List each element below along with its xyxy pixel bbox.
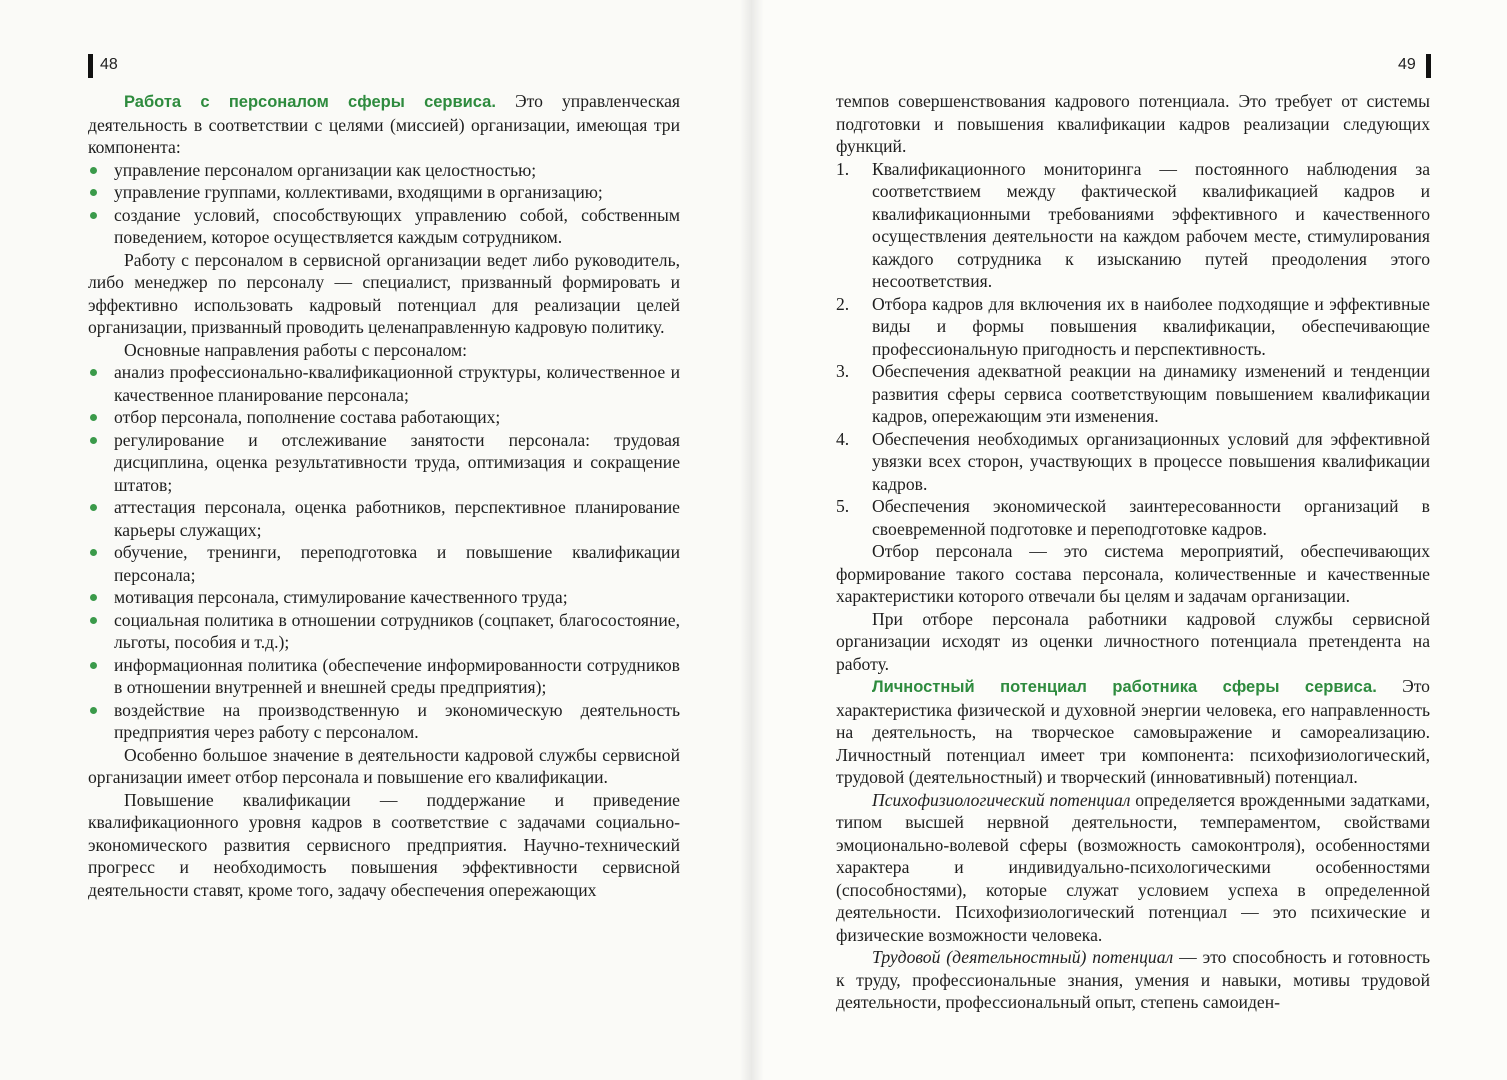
- page-number-value: 48: [100, 56, 118, 73]
- list-item: [88, 429, 680, 497]
- folio-bar: [1426, 54, 1431, 78]
- list-item-text: Обеспечения экономической заинтересованности организаций в своевременной подготовке и переподготовке кадров.: [872, 496, 1430, 539]
- paragraph-text: — это способность и готовность к труду, профессиональные знания, умения и навыки, мотивы трудовой деятельности, профессиональный опыт, степень самоиден-: [836, 947, 1430, 1012]
- paragraph-text: Это управленческая деятельность в соответствии с целями (миссией) организации, имеющая три компонента:: [88, 91, 680, 157]
- bullet-icon: [90, 414, 97, 421]
- list-item: [88, 654, 680, 699]
- page-number-right: [1398, 56, 1416, 74]
- bullet-icon: [90, 189, 97, 196]
- list-item: [88, 406, 680, 429]
- numbered-list: [836, 158, 1430, 541]
- paragraph: [88, 90, 680, 159]
- list-item: [836, 158, 1430, 293]
- paragraph: [836, 789, 1430, 947]
- paragraph: [836, 675, 1430, 789]
- page-number-value: 49: [1398, 56, 1416, 73]
- left-page-body: [88, 90, 680, 901]
- list-number: 3.: [836, 361, 850, 381]
- list-item: [88, 204, 680, 249]
- section-heading: Работа с персоналом сферы сервиса.: [124, 93, 496, 111]
- paragraph: При отборе персонала работники кадровой службы сервисной организации исходят из оценки личностного потенциала претендента на работу.: [836, 608, 1430, 674]
- list-item: [836, 428, 1430, 496]
- list-item: [88, 496, 680, 541]
- list-item-text: Обеспечения адекватной реакции на динамику изменений и тенденции развития сферы сервиса соответствующим повышением квалификации кадров, опережающим эти изменения.: [872, 361, 1430, 426]
- list-item: [88, 181, 680, 204]
- list-item-text: создание условий, способствующих управлению собой, собственным поведением, которое осуществляется каждым сотрудником.: [114, 204, 680, 247]
- book-gutter: [740, 0, 764, 1080]
- italic-term: Трудовой (деятельностный) потенциал: [872, 947, 1174, 967]
- list-item-text: Отбора кадров для включения их в наиболее подходящие и эффективные виды и формы повышения квалификации, обеспечивающие профессиональную пригодность и перспективность.: [872, 293, 1430, 359]
- right-page: [752, 0, 1507, 1080]
- bullet-icon: [90, 369, 97, 376]
- bullet-icon: [90, 549, 97, 556]
- bullet-icon: [90, 707, 97, 714]
- list-number: 4.: [836, 428, 850, 449]
- list-item: [88, 609, 680, 654]
- list-item: [836, 360, 1430, 428]
- bullet-icon: [90, 504, 97, 511]
- list-item: [88, 361, 680, 406]
- bullet-list: [88, 361, 680, 744]
- list-item: [88, 699, 680, 744]
- bullet-icon: [90, 212, 97, 219]
- paragraph-text: определяется врожденными задатками, типом высшей нервной деятельности, темпераментом, свойствами эмоционально-волевой сферы (возможность самоконтроля), особенностями характера и индивидуально-психологическими особенностями (способностями), которые служат условием успеха в определенной деятельности. Психофизиологический потенциал — это психические и физические возможности человека.: [836, 789, 1430, 945]
- bullet-icon: [90, 437, 97, 444]
- list-item: [836, 495, 1430, 540]
- bullet-icon: [90, 662, 97, 669]
- list-item-text: анализ профессионально-квалификационной структуры, количественное и качественное планирование персонала;: [114, 362, 680, 405]
- italic-term: Психофизиологический потенциал: [872, 789, 1131, 810]
- list-item-text: отбор персонала, пополнение состава работающих;: [114, 407, 501, 427]
- paragraph: Основные направления работы с персоналом:: [124, 339, 467, 360]
- bullet-icon: [90, 617, 97, 624]
- bullet-icon: [90, 167, 97, 174]
- paragraph: [836, 946, 1430, 1014]
- list-item-text: аттестация персонала, оценка работников, перспективное планирование карьеры служащих;: [114, 497, 680, 540]
- paragraph-text: Это характеристика физической и духовной энергии человека, его направленность на деятельность, на творческое самовыражение и самореализацию. Личностный потенциал имеет три компонента: психофизиологический, трудовой (деятельностный) и творческий (инновативный) потенциал.: [836, 676, 1430, 787]
- list-item-text: Обеспечения необходимых организационных условий для эффективной увязки всех сторон, участвующих в процессе повышения квалификации кадров.: [872, 428, 1430, 494]
- paragraph: Работу с персоналом в сервисной организации ведет либо руководитель, либо менеджер по персоналу — специалист, призванный формировать и эффективно использовать кадровый потенциал для реализации целей организации, призванный проводить целенаправленную кадровую политику.: [88, 249, 680, 337]
- list-number: 2.: [836, 293, 850, 314]
- list-item-text: Квалификационного мониторинга — постоянного наблюдения за соответствием между фактической квалификацией кадров и квалификационными требованиями эффективного и качественного осуществления деятельности на каждом рабочем месте, стимулирования каждого сотрудника к изысканию путей преодоления этого несоответствия.: [872, 158, 1430, 291]
- folio-bar: [88, 54, 93, 78]
- paragraph: темпов совершенствования кадрового потенциала. Это требует от системы подготовки и повышения квалификации кадров реализации следующих функций.: [836, 91, 1430, 156]
- list-item: [88, 586, 680, 609]
- paragraph: Повышение квалификации — поддержание и приведение квалификационного уровня кадров в соответствие с задачами социально-экономического развития сервисного предприятия. Научно-технический прогресс и необходимость повышения эффективности сервисной деятельности ставят, кроме того, задачу обеспечения опережающих: [88, 789, 680, 900]
- list-item: [836, 293, 1430, 361]
- paragraph: Отбор персонала — это система мероприятий, обеспечивающих формирование такого состава персонала, количественные и качественные характеристики которого отвечали бы целям и задачам организации.: [836, 541, 1430, 606]
- list-item-text: воздействие на производственную и экономическую деятельность предприятия через работу с персоналом.: [114, 699, 680, 742]
- list-item-text: регулирование и отслеживание занятости персонала: трудовая дисциплина, оценка результативности труда, оптимизация и сокращение штатов;: [114, 429, 680, 495]
- bullet-icon: [90, 594, 97, 601]
- list-item-text: социальная политика в отношении сотрудников (соцпакет, благосостояние, льготы, пособия и т.д.);: [114, 609, 680, 652]
- right-page-body: [836, 90, 1430, 1014]
- list-item: [88, 541, 680, 586]
- list-item-text: обучение, тренинги, переподготовка и повышение квалификации персонала;: [114, 542, 680, 585]
- list-item-text: управление группами, коллективами, входящими в организацию;: [114, 182, 603, 202]
- list-number: 1.: [836, 158, 850, 179]
- list-item-text: управление персоналом организации как целостностью;: [114, 159, 537, 180]
- bullet-list: [88, 159, 680, 249]
- page-number-left: [88, 56, 118, 74]
- section-heading: Личностный потенциал работника сферы сервиса.: [872, 678, 1377, 696]
- left-page: [0, 0, 752, 1080]
- list-item-text: информационная политика (обеспечение информированности сотрудников в отношении внутренней и внешней среды предприятия);: [114, 654, 680, 697]
- list-item-text: мотивация персонала, стимулирование качественного труда;: [114, 587, 568, 607]
- list-item: [88, 159, 680, 182]
- list-number: 5.: [836, 496, 850, 516]
- paragraph: Особенно большое значение в деятельности кадровой службы сервисной организации имеет отбор персонала и повышение его квалификации.: [88, 744, 680, 787]
